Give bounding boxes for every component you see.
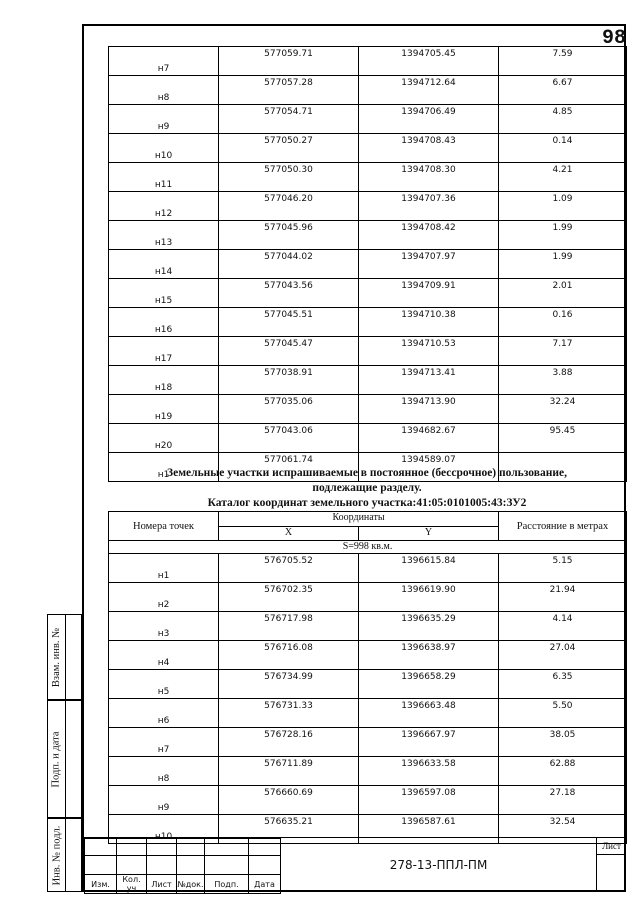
point-number: н8 <box>109 757 219 786</box>
col-kol: Кол. уч <box>117 875 147 894</box>
distance: 3.88 <box>499 366 627 395</box>
distance: 4.14 <box>499 612 627 641</box>
point-number: н3 <box>109 612 219 641</box>
distance: 27.18 <box>499 786 627 815</box>
distance: 1.99 <box>499 250 627 279</box>
table-row <box>109 641 627 670</box>
caption-line-1: Земельные участки испрашиваемые в постоянное (бессрочное) пользование, <box>167 467 567 479</box>
coord-x: 576702.35 <box>219 583 359 612</box>
table-row <box>109 699 627 728</box>
point-number: н7 <box>109 47 219 76</box>
coordinates-table-continued <box>108 46 627 482</box>
title-block-table <box>84 838 281 894</box>
col-ndok: №док. <box>177 875 205 894</box>
table-row <box>109 279 627 308</box>
table-row <box>109 757 627 786</box>
coord-x: 577045.96 <box>219 221 359 250</box>
distance: 1.99 <box>499 221 627 250</box>
coord-x: 576731.33 <box>219 699 359 728</box>
coord-y: 1396615.84 <box>359 554 499 583</box>
sheet-cell <box>596 838 626 892</box>
side-label-inv: Инв. № подл. <box>51 825 63 885</box>
coord-y: 1396663.48 <box>359 699 499 728</box>
table-row <box>109 134 627 163</box>
coord-y: 1396658.29 <box>359 670 499 699</box>
point-number: н19 <box>109 395 219 424</box>
point-number: н20 <box>109 424 219 453</box>
distance: 5.15 <box>499 554 627 583</box>
coord-y: 1394682.67 <box>359 424 499 453</box>
coord-x: 577043.06 <box>219 424 359 453</box>
document-code: 278-13-ППЛ-ПМ <box>280 838 596 892</box>
distance: 32.24 <box>499 395 627 424</box>
coord-x: 577054.71 <box>219 105 359 134</box>
side-label-podp: Подп. и дата <box>51 730 63 788</box>
point-number: н7 <box>109 728 219 757</box>
coord-y: 1394710.53 <box>359 337 499 366</box>
point-number: н1 <box>109 453 219 482</box>
point-number: н16 <box>109 308 219 337</box>
coordinates-catalog-table <box>108 511 627 844</box>
coord-x: 577045.47 <box>219 337 359 366</box>
coord-y: 1394712.64 <box>359 76 499 105</box>
col-podp: Подп. <box>205 875 249 894</box>
header-x: X <box>219 526 359 541</box>
table-row <box>109 221 627 250</box>
coord-x: 576716.08 <box>219 641 359 670</box>
table-row <box>109 308 627 337</box>
table-row <box>109 612 627 641</box>
point-number: н18 <box>109 366 219 395</box>
table-row <box>109 163 627 192</box>
point-number: н6 <box>109 699 219 728</box>
coord-x: 576717.98 <box>219 612 359 641</box>
table-row <box>109 192 627 221</box>
coord-y: 1394589.07 <box>359 453 499 482</box>
distance: 21.94 <box>499 583 627 612</box>
table-row <box>109 337 627 366</box>
point-number: н14 <box>109 250 219 279</box>
coord-x: 576660.69 <box>219 786 359 815</box>
coord-x: 577050.30 <box>219 163 359 192</box>
header-coordinates: Координаты <box>219 512 499 527</box>
col-list: Лист <box>147 875 177 894</box>
coord-y: 1394710.38 <box>359 308 499 337</box>
table-row <box>109 395 627 424</box>
caption-line-2: подлежащие разделу. <box>312 482 422 494</box>
coord-x: 577050.27 <box>219 134 359 163</box>
point-number: н5 <box>109 670 219 699</box>
header-point-numbers: Номера точек <box>109 512 219 541</box>
coord-y: 1394713.41 <box>359 366 499 395</box>
coord-y: 1396667.97 <box>359 728 499 757</box>
distance: 95.45 <box>499 424 627 453</box>
coord-y: 1396597.08 <box>359 786 499 815</box>
area-row: S=998 кв.м. <box>109 541 627 554</box>
coord-x: 577057.28 <box>219 76 359 105</box>
point-number: н17 <box>109 337 219 366</box>
coord-x: 576705.52 <box>219 554 359 583</box>
coord-y: 1394708.42 <box>359 221 499 250</box>
table-row <box>109 366 627 395</box>
coord-y: 1394707.36 <box>359 192 499 221</box>
table-row <box>109 786 627 815</box>
side-stamp-inv <box>47 818 82 892</box>
coord-x: 577038.91 <box>219 366 359 395</box>
coord-y: 1396635.29 <box>359 612 499 641</box>
coord-y: 1396633.58 <box>359 757 499 786</box>
table-row <box>109 105 627 134</box>
point-number: н9 <box>109 786 219 815</box>
side-stamp-podp <box>47 700 82 818</box>
coord-x: 576734.99 <box>219 670 359 699</box>
point-number: н1 <box>109 554 219 583</box>
header-y: Y <box>359 526 499 541</box>
point-number: н11 <box>109 163 219 192</box>
distance: 4.21 <box>499 163 627 192</box>
distance: 2.01 <box>499 279 627 308</box>
coord-x: 576711.89 <box>219 757 359 786</box>
table-row <box>109 250 627 279</box>
distance: 0.14 <box>499 134 627 163</box>
point-number: н12 <box>109 192 219 221</box>
sheet-label: Лист <box>597 838 626 855</box>
caption-catalog-title: Каталог координат земельного участка:41:05:0101005:43:ЗУ2 <box>207 497 527 509</box>
distance: 1.09 <box>499 192 627 221</box>
coord-y: 1394705.45 <box>359 47 499 76</box>
table-row <box>109 728 627 757</box>
coord-y: 1394708.30 <box>359 163 499 192</box>
table-row <box>109 670 627 699</box>
coord-y: 1394708.43 <box>359 134 499 163</box>
distance: 4.85 <box>499 105 627 134</box>
distance: 6.67 <box>499 76 627 105</box>
side-label-vzam: Взам. инв. № <box>51 627 63 687</box>
point-number: н8 <box>109 76 219 105</box>
coord-x: 577046.20 <box>219 192 359 221</box>
coord-y: 1394706.49 <box>359 105 499 134</box>
table-row <box>109 583 627 612</box>
coord-x: 576635.21 <box>219 815 359 844</box>
coord-x: 577061.74 <box>219 453 359 482</box>
table-row <box>109 424 627 453</box>
page-number: 98 <box>601 27 626 50</box>
point-number: н4 <box>109 641 219 670</box>
distance: 32.54 <box>499 815 627 844</box>
point-number: н15 <box>109 279 219 308</box>
distance: 7.17 <box>499 337 627 366</box>
coord-y: 1394707.97 <box>359 250 499 279</box>
table-row <box>109 76 627 105</box>
distance: 0.16 <box>499 308 627 337</box>
col-data: Дата <box>249 875 281 894</box>
distance: 5.50 <box>499 699 627 728</box>
point-number: н10 <box>109 134 219 163</box>
point-number: н13 <box>109 221 219 250</box>
distance: 7.59 <box>499 47 627 76</box>
col-izm: Изм. <box>85 875 117 894</box>
coord-x: 576728.16 <box>219 728 359 757</box>
coord-y: 1394713.90 <box>359 395 499 424</box>
side-stamp-vzam <box>47 614 82 700</box>
point-number: н2 <box>109 583 219 612</box>
coord-y: 1394709.91 <box>359 279 499 308</box>
coord-x: 577043.56 <box>219 279 359 308</box>
distance: 27.04 <box>499 641 627 670</box>
distance: 6.35 <box>499 670 627 699</box>
coord-x: 577035.06 <box>219 395 359 424</box>
coord-x: 577044.02 <box>219 250 359 279</box>
coord-x: 577059.71 <box>219 47 359 76</box>
point-number: н10 <box>109 815 219 844</box>
coord-y: 1396638.97 <box>359 641 499 670</box>
table-row <box>109 47 627 76</box>
table-row <box>109 554 627 583</box>
coord-y: 1396587.61 <box>359 815 499 844</box>
coord-y: 1396619.90 <box>359 583 499 612</box>
header-distance: Расстояние в метрах <box>499 512 627 541</box>
point-number: н9 <box>109 105 219 134</box>
distance: 62.88 <box>499 757 627 786</box>
coord-x: 577045.51 <box>219 308 359 337</box>
distance: 38.05 <box>499 728 627 757</box>
